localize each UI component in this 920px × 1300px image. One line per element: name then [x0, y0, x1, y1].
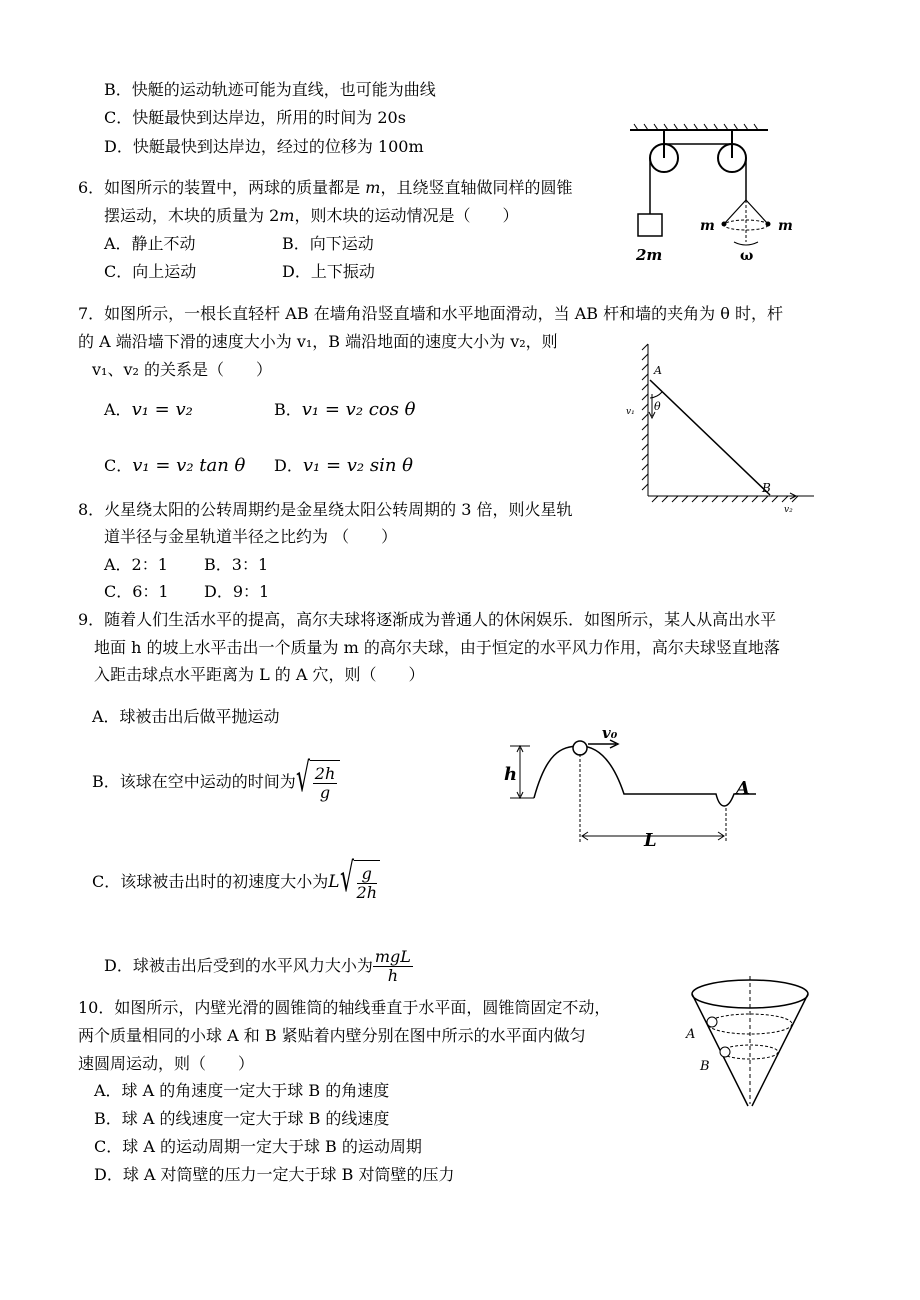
q10-stem-line3: 速圆周运动，则（ ）	[78, 1054, 255, 1073]
point-a-label: A	[654, 364, 662, 377]
q10-option-a: A．球 A 的角速度一定大于球 B 的角速度	[94, 1081, 390, 1100]
q8-stem-line1: 8．火星绕太阳的公转周期约是金星绕太阳公转周期的 3 倍，则火星轨	[78, 500, 573, 519]
q10-stem-line2: 两个质量相同的小球 A 和 B 紧贴着内壁分别在图中所示的水平面内做匀	[78, 1026, 586, 1045]
q6-option-b: B．向下运动	[282, 234, 374, 253]
q9-option-a: A．球被击出后做平抛运动	[92, 707, 280, 726]
ball-b	[720, 1047, 730, 1057]
q9-option-d: D．球被击出后受到的水平风力大小为 $\frac{\text{mgL}}{h}$	[104, 947, 411, 985]
block-2m	[638, 214, 662, 236]
q8-option-a: A．2：1	[104, 555, 168, 574]
q9-stem-line2: 地面 h 的坡上水平击出一个质量为 m 的高尔夫球，由于恒定的水平风力作用，高尔夫球竖直地落	[94, 638, 780, 657]
q8-option-d: D．9：1	[204, 582, 270, 601]
v0-label: v₀	[602, 724, 618, 742]
cone-b-label: B	[700, 1059, 710, 1074]
q7-rod-figure	[622, 344, 822, 516]
q6-pulley-figure	[628, 124, 828, 274]
q7-stem-line3: v₁、v₂ 的关系是（ ）	[92, 360, 272, 379]
point-b-label: B	[762, 481, 771, 495]
q9-stem-line1: 9．随着人们生活水平的提高，高尔夫球将逐渐成为普通人的休闲娱乐．如图所示，某人从高出水平	[78, 610, 777, 629]
q7-stem-line1: 7．如图所示，一根长直轻杆 AB 在墙角沿竖直墙和水平地面滑动，当 AB 杆和墙的夹角为 θ 时，杆	[78, 304, 783, 323]
q9-option-c: C．该球被击出时的初速度大小为L √ $\frac{g}{2h}$	[92, 860, 380, 905]
q8-option-c: C．6：1	[104, 582, 169, 601]
q9-golf-figure	[498, 724, 768, 852]
q10-cone-figure	[680, 972, 830, 1112]
golf-ball	[573, 741, 587, 755]
q8-stem-line2: 道半径与金星轨道半径之比约为 （ ）	[104, 527, 398, 546]
q7-option-d: D．v₁ = v₂ sin θ	[274, 455, 414, 476]
ball-left-label: m	[700, 218, 715, 234]
distance-label: L	[644, 830, 657, 851]
q6-option-d: D．上下振动	[282, 262, 375, 281]
q5-option-c: C．快艇最快到达岸边，所用的时间为 20s	[104, 108, 406, 127]
q9-option-b: B．该球在空中运动的时间为 √ $\frac{2h}{g}$	[92, 760, 340, 805]
q7-option-c: C．v₁ = v₂ tan θ	[104, 455, 246, 476]
q6-stem-line2: 摆运动，木块的质量为 2m，则木块的运动情况是（ ）	[104, 206, 519, 225]
hole-a-label: A	[736, 778, 750, 799]
q6-option-a: A．静止不动	[104, 234, 196, 253]
cone-a-label: A	[686, 1027, 696, 1042]
q10-option-d: D．球 A 对筒壁的压力一定大于球 B 对筒壁的压力	[94, 1165, 455, 1184]
rod-ab	[650, 380, 770, 495]
q6-stem-line1: 6．如图所示的装置中，两球的质量都是 m，且绕竖直轴做同样的圆锥	[78, 178, 573, 197]
q5-option-b: B．快艇的运动轨迹可能为直线，也可能为曲线	[104, 80, 436, 99]
q7-stem-line2: 的 A 端沿墙下滑的速度大小为 v₁，B 端沿地面的速度大小为 v₂，则	[78, 332, 558, 351]
q6-option-c: C．向上运动	[104, 262, 197, 281]
q8-option-b: B．3：1	[204, 555, 269, 574]
q10-stem-line1: 10．如图所示，内壁光滑的圆锥筒的轴线垂直于水平面，圆锥筒固定不动，	[78, 998, 611, 1017]
ball-a	[707, 1017, 717, 1027]
q10-option-c: C．球 A 的运动周期一定大于球 B 的运动周期	[94, 1137, 422, 1156]
q10-option-b: B．球 A 的线速度一定大于球 B 的线速度	[94, 1109, 390, 1128]
height-label: h	[504, 764, 518, 785]
block-label: 2m	[636, 246, 663, 264]
q7-option-b: B．v₁ = v₂ cos θ	[274, 399, 416, 420]
v2-label: v₂	[784, 505, 793, 515]
omega-label: ω	[740, 248, 754, 264]
ball-right-label: m	[778, 218, 793, 234]
theta-label: θ	[654, 400, 661, 413]
q7-option-a: A．v₁ = v₂	[104, 399, 193, 420]
v1-label: v₁	[626, 407, 635, 417]
q9-stem-line3: 入距击球点水平距离为 L 的 A 穴，则（ ）	[94, 665, 425, 684]
q5-option-d: D．快艇最快到达岸边，经过的位移为 100m	[104, 137, 424, 156]
